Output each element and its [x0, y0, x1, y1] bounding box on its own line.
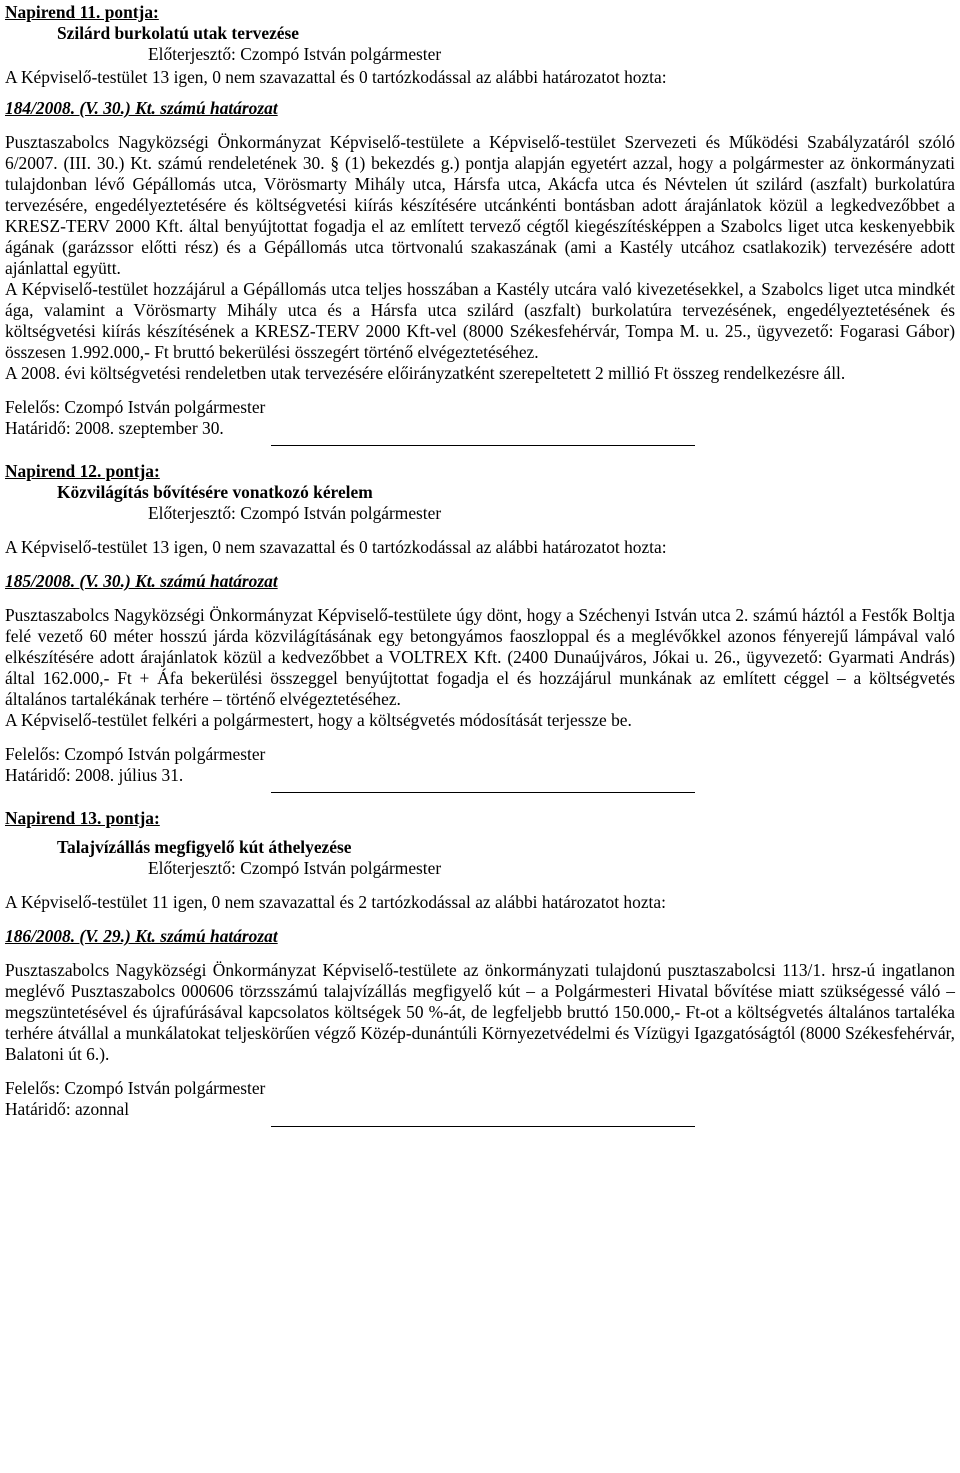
agenda-heading: Napirend 13. pontja: — [5, 808, 160, 828]
decision-number: 184/2008. (V. 30.) Kt. számú határozat — [5, 98, 278, 118]
vote-result: A Képviselő-testület 13 igen, 0 nem szavazattal és 0 tartózkodással az alábbi határozatot hozta: — [5, 67, 667, 87]
responsible-line: Felelős: Czompó István polgármester — [5, 397, 266, 417]
agenda-topic: Szilárd burkolatú utak tervezése — [57, 23, 299, 43]
deadline-line: Határidő: 2008. szeptember 30. — [5, 418, 224, 438]
deadline-line: Határidő: azonnal — [5, 1099, 130, 1119]
decision-paragraph: A Képviselő-testület felkéri a polgármestert, hogy a költségvetés módosítását terjessze be. — [5, 710, 632, 730]
decision-text — [5, 960, 955, 1065]
decision-number: 185/2008. (V. 30.) Kt. számú határozat — [5, 571, 278, 591]
decision-text — [5, 132, 955, 384]
agenda-item-13 — [5, 808, 955, 1127]
section-divider — [271, 1126, 695, 1127]
decision-paragraph: Pusztaszabolcs Nagyközségi Önkormányzat Képviselő-testülete az önkormányzati tulajdonú pusztaszabolcsi 113/1. hrsz-ú ingatlanon meglévő Pusztaszabolcs 000606 törzsszámú talajvízállás megfigyelő kút – a Polgármesteri Hivatal bővítése miatt szükségessé váló – megszüntetésével és újrafúrásával kapcsolatos költségek 50 %-át, de legfeljebb bruttó 150.000,- Ft-ot a költségvetés általános tartaléka terhére átvállal a munkálatokat teljeskörűen végző Közép-dunántúli Környezetvédelmi és Vízügyi Igazgatóságtól (8000 Székesfehérvár, Balatoni út 6.). — [5, 960, 955, 1064]
decision-paragraph: Pusztaszabolcs Nagyközségi Önkormányzat Képviselő-testülete a Képviselő-testület Szervezeti és Működési Szabályzatáról szóló 6/2007. (III. 30.) Kt. számú rendeletének 30. § (1) bekezdés g.) pontja alapján egyetért azzal, hogy a polgármester az önkormányzati tulajdonban lévő Gépállomás utca, Vörösmarty Mihály utca, Hársfa utca, Akácfa utca és Névtelen út szilárd (aszfalt) burkolatúra tervezésére, engedélyeztetésére és költségvetési kiírás készítésére utcánkénti bontásban adott árajánlatok közül a legkedvezőbbet a KRESZ-TERV 2000 Kft. által benyújtottat fogadja el az említett tervező cégtől kiegészítésképpen a Szabolcs liget utca keskenyebbik ágának (garázssor előtti rész) és a Gépállomás utca törtvonalú szakaszának (ami a Kastély utcához csatlakozik) tervezésére adott ajánlattal együtt. — [5, 132, 955, 278]
vote-result: A Képviselő-testület 13 igen, 0 nem szavazattal és 0 tartózkodással az alábbi határozatot hozta: — [5, 537, 667, 557]
decision-paragraph: A 2008. évi költségvetési rendeletben utak tervezésére előirányzatként szerepeltetett 2 millió Ft összeg rendelkezésre áll. — [5, 363, 846, 383]
agenda-item-11 — [5, 2, 955, 446]
agenda-topic: Közvilágítás bővítésére vonatkozó kérelem — [57, 482, 373, 502]
responsible-line: Felelős: Czompó István polgármester — [5, 744, 266, 764]
decision-text — [5, 605, 955, 731]
deadline-line: Határidő: 2008. július 31. — [5, 765, 184, 785]
section-divider — [271, 792, 695, 793]
agenda-heading: Napirend 11. pontja: — [5, 2, 159, 22]
presenter-line: Előterjesztő: Czompó István polgármester — [148, 503, 442, 523]
section-divider — [271, 445, 695, 446]
decision-paragraph: Pusztaszabolcs Nagyközségi Önkormányzat Képviselő-testülete úgy dönt, hogy a Széchenyi István utca 2. számú háztól a Festők Boltja felé vezető 60 méter hosszú járda közvilágításának egy betongyámos faoszloppal és a meglévőkkel azonos fényerejű lámpával való elkészítésére adott árajánlatok közül a kedvezőbbet a VOLTREX Kft. (2400 Dunaújváros, Jókai u. 26., ügyvezető: Gyarmati András) által 162.000,- Ft + Áfa bekerülési összeggel benyújtottat fogadja el és hozzájárul munkának az említett céggel – a költségvetés általános tartalékának terhére – történő elvégeztetéséhez. — [5, 605, 955, 709]
decision-paragraph: A Képviselő-testület hozzájárul a Gépállomás utca teljes hosszában a Kastély utcára való kivezetésekkel, a Szabolcs liget utca mindkét ága, valamint a Vörösmarty Mihály utca és a Hársfa utca szilárd (aszfalt) burkolatúra tervezésének, engedélyeztetésének és költségvetési kiírás készítésének a KRESZ-TERV 2000 Kft-vel (8000 Székesfehérvár, Tompa M. u. 25., ügyvezető: Fogarasi Gábor) összesen 1.992.000,- Ft bruttó bekerülési összegért történő elvégeztetéséhez. — [5, 279, 955, 362]
agenda-topic: Talajvízállás megfigyelő kút áthelyezése — [57, 837, 352, 857]
vote-result: A Képviselő-testület 11 igen, 0 nem szavazattal és 2 tartózkodással az alábbi határozatot hozta: — [5, 892, 666, 912]
decision-number: 186/2008. (V. 29.) Kt. számú határozat — [5, 926, 278, 946]
agenda-heading: Napirend 12. pontja: — [5, 461, 160, 481]
presenter-line: Előterjesztő: Czompó István polgármester — [148, 858, 442, 878]
presenter-line: Előterjesztő: Czompó István polgármester — [148, 44, 442, 64]
responsible-line: Felelős: Czompó István polgármester — [5, 1078, 266, 1098]
agenda-item-12 — [5, 461, 955, 793]
